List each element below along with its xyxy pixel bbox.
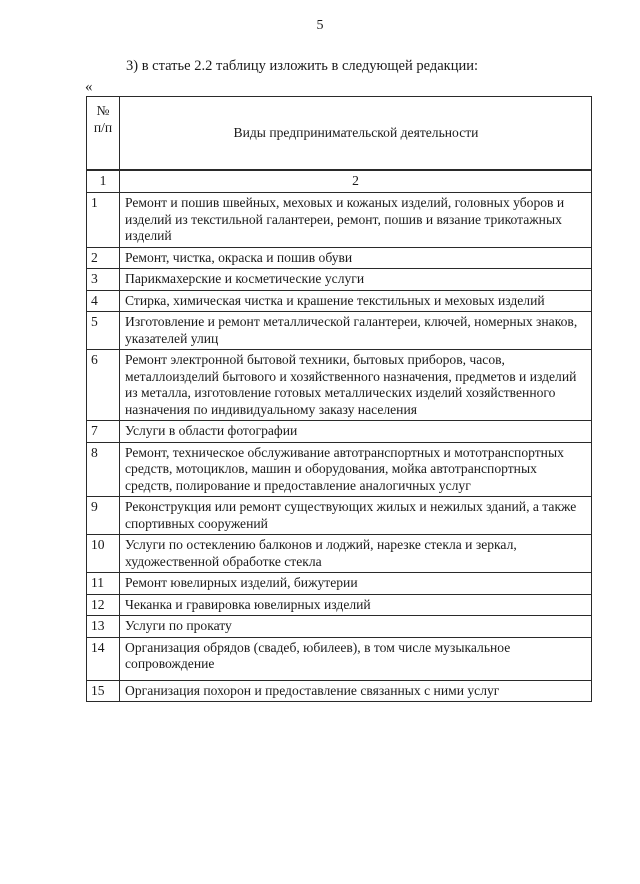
row-number: 3: [87, 269, 120, 291]
table-row: [87, 442, 592, 497]
row-number: 13: [87, 616, 120, 638]
header-activity-label: Виды предпринимательской деятельности: [120, 97, 592, 170]
column-index-2: 2: [120, 171, 592, 193]
table-row: [87, 616, 592, 638]
table-row: [87, 497, 592, 535]
page-number: 5: [316, 18, 324, 33]
row-number: 15: [87, 680, 120, 702]
table-row: [87, 312, 592, 350]
row-activity: Услуги в области фотографии: [120, 421, 592, 443]
row-number: 11: [87, 573, 120, 595]
intro-text: 3) в статье 2.2 таблицу изложить в следующей редакции:: [126, 58, 479, 74]
row-activity: Ремонт, техническое обслуживание автотранспортных и мототранспортных средств, мотоциклов, машин и оборудования, мойка автотранспортных средств, полирование и предоставление аналогичных услуг: [120, 442, 592, 497]
row-number: 2: [87, 247, 120, 269]
row-activity: Ремонт и пошив швейных, меховых и кожаных изделий, головных уборов и изделий из текстильной галантереи, ремонт, пошив и вязание трикотажных изделий: [120, 193, 592, 248]
table-row: [87, 350, 592, 421]
table-row: [87, 290, 592, 312]
table-row: [87, 594, 592, 616]
open-quote: «: [85, 79, 93, 95]
row-number: 4: [87, 290, 120, 312]
table-row: [87, 247, 592, 269]
row-activity: Ремонт ювелирных изделий, бижутерии: [120, 573, 592, 595]
row-activity: Организация похорон и предоставление связанных с ними услуг: [120, 680, 592, 702]
row-number: 5: [87, 312, 120, 350]
row-number: 10: [87, 535, 120, 573]
row-number: 7: [87, 421, 120, 443]
table-row: [87, 535, 592, 573]
row-activity: Ремонт электронной бытовой техники, бытовых приборов, часов, металлоизделий бытового и хозяйственного назначения, предметов и изделий из металла, изготовление готовых металлических изделий хозяйственного назначения по индивидуальному заказу населения: [120, 350, 592, 421]
row-number: 8: [87, 442, 120, 497]
header-number-sign: №: [96, 103, 110, 118]
row-activity: Стирка, химическая чистка и крашение текстильных и меховых изделий: [120, 290, 592, 312]
header-number-cell: [87, 97, 120, 170]
row-activity: Чеканка и гравировка ювелирных изделий: [120, 594, 592, 616]
table-header-row: [87, 97, 592, 170]
table-row: [87, 573, 592, 595]
table-row: [87, 269, 592, 291]
row-number: 1: [87, 193, 120, 248]
table-row: [87, 193, 592, 248]
row-number: 6: [87, 350, 120, 421]
row-activity: Реконструкция или ремонт существующих жилых и нежилых зданий, а также спортивных сооружений: [120, 497, 592, 535]
row-activity: Изготовление и ремонт металлической галантереи, ключей, номерных знаков, указателей улиц: [120, 312, 592, 350]
row-number: 9: [87, 497, 120, 535]
row-activity: Услуги по остеклению балконов и лоджий, нарезке стекла и зеркал, художественной обработке стекла: [120, 535, 592, 573]
column-index-1: 1: [87, 171, 120, 193]
row-activity: Услуги по прокату: [120, 616, 592, 638]
column-index-row: [87, 171, 592, 193]
table-row: [87, 421, 592, 443]
table-row: [87, 680, 592, 702]
table-row: [87, 637, 592, 680]
header-number-label: п/п: [93, 119, 113, 135]
row-activity: Парикмахерские и косметические услуги: [120, 269, 592, 291]
row-number: 12: [87, 594, 120, 616]
row-activity: Ремонт, чистка, окраска и пошив обуви: [120, 247, 592, 269]
activities-table: [86, 96, 592, 702]
row-activity: Организация обрядов (свадеб, юбилеев), в том числе музыкальное сопровождение: [120, 637, 592, 680]
row-number: 14: [87, 637, 120, 680]
